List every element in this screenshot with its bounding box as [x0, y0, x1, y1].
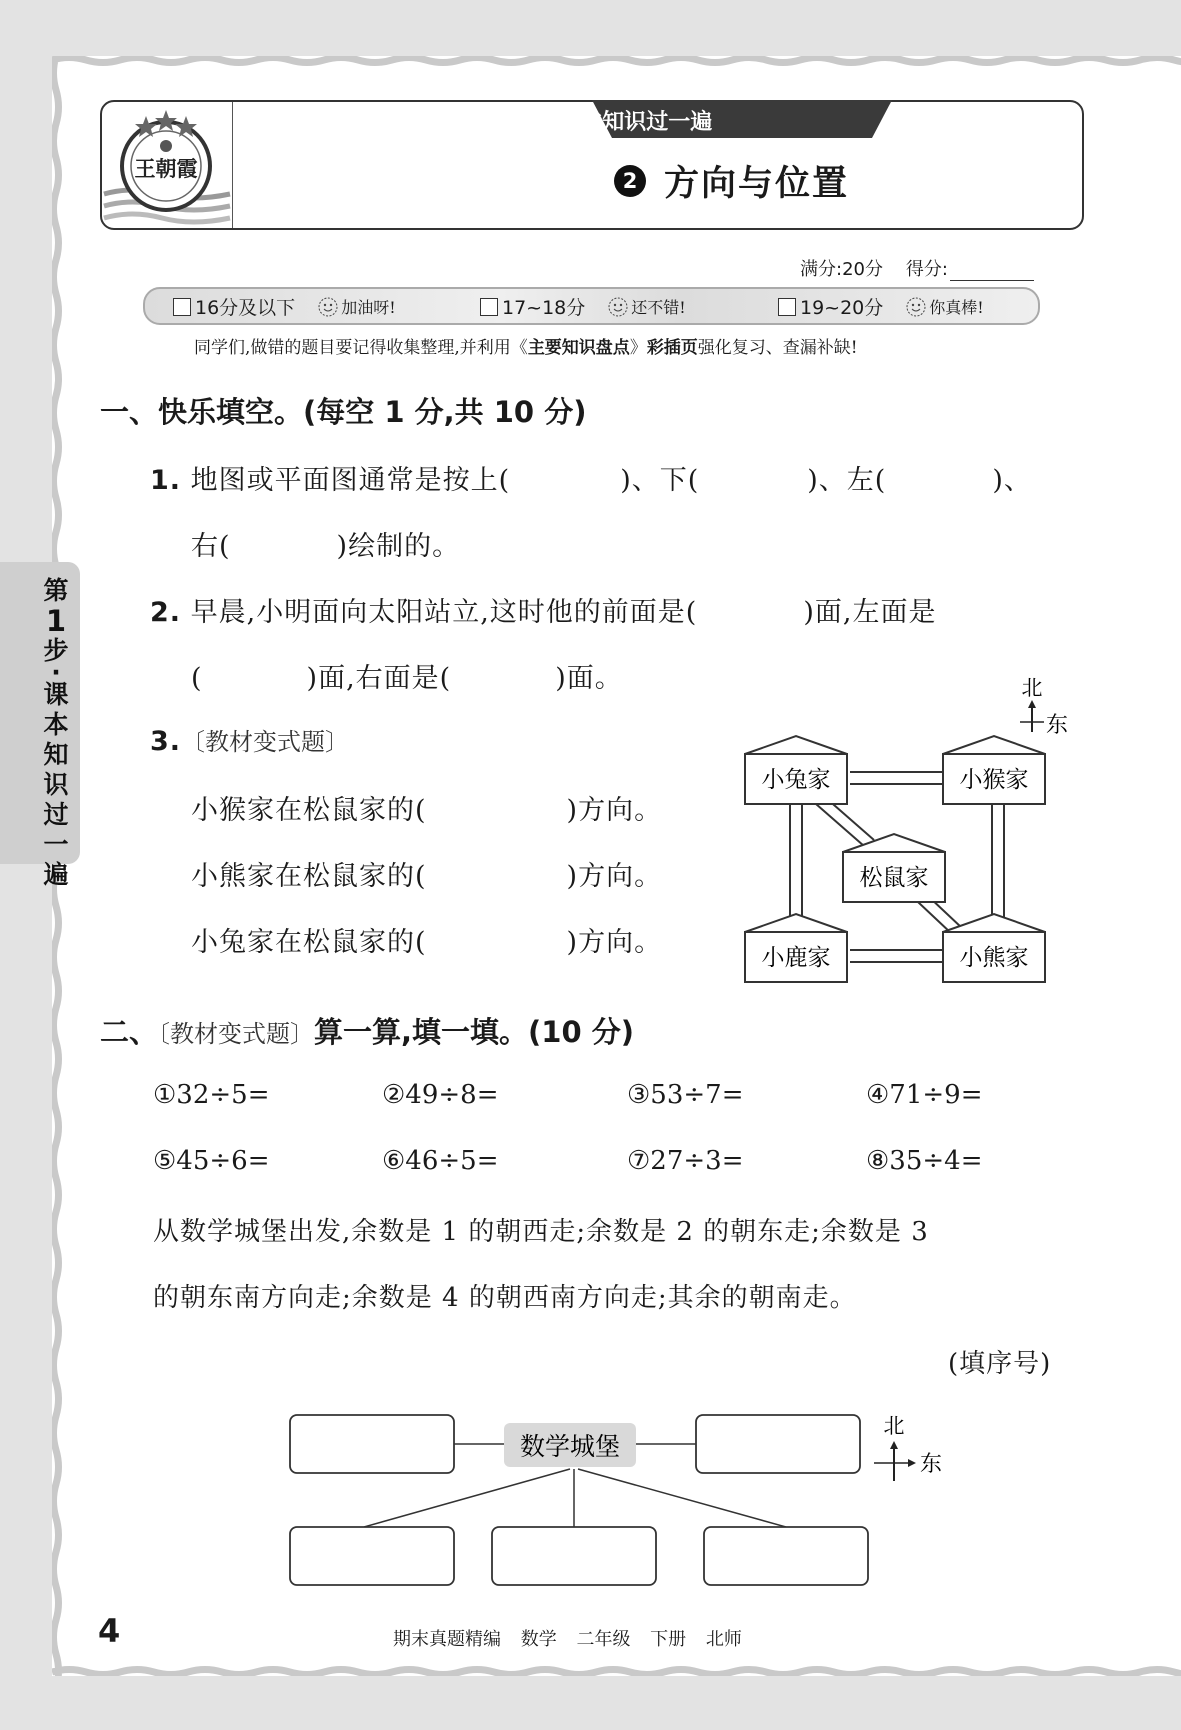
unit-number-badge: 2 — [614, 165, 646, 197]
textbook-variant-tag: 〔教材变式题〕 — [158, 1020, 315, 1048]
rule-text: 的朝东南方向走;余数是 4 的朝西南方向走;其余的朝南走。 — [153, 1283, 857, 1313]
rating-checkbox[interactable] — [778, 298, 796, 316]
southeast-answer-box[interactable] — [704, 1527, 868, 1585]
step-prefix: 第 — [471, 110, 494, 135]
house-label: 小熊家 — [959, 945, 1029, 971]
step-label — [102, 103, 1082, 139]
house-label: 小鹿家 — [761, 945, 831, 971]
question-2-line-1 — [150, 590, 936, 629]
tip-bold: 彩插页 — [646, 338, 698, 358]
question-text: 小猴家在松鼠家的( — [191, 795, 427, 826]
question-text: )面,右面是( — [306, 663, 452, 694]
question-text: 右( — [191, 531, 231, 562]
step-number: 1 — [493, 105, 513, 136]
house-squirrel — [843, 834, 945, 902]
east-answer-box[interactable] — [696, 1415, 860, 1473]
question-number: 2. — [150, 597, 182, 628]
question-text: )绘制的。 — [336, 531, 461, 562]
review-tip — [194, 333, 858, 358]
rating-item — [778, 293, 984, 320]
division-problem: ⑦27÷3= — [627, 1146, 744, 1176]
question-text: 地图或平面图通常是按上( — [190, 465, 511, 496]
rating-message: 你真棒! — [929, 298, 984, 317]
southwest-answer-box[interactable] — [290, 1527, 454, 1585]
question-text: )方向。 — [566, 795, 663, 826]
section-title-text: 算一算,填一填。(10 分) — [314, 1015, 634, 1049]
score-line — [800, 255, 1034, 281]
rating-range: 19~20分 — [800, 297, 884, 319]
house-monkey — [943, 736, 1045, 804]
division-problem: ⑥46÷5= — [382, 1146, 499, 1176]
house-label: 松鼠家 — [859, 865, 929, 891]
compass-east-label: 东 — [1046, 713, 1069, 738]
question-2-line-2 — [191, 656, 623, 695]
section-2-title — [100, 1010, 634, 1051]
rating-range: 16分及以下 — [195, 297, 296, 319]
side-char: 识 — [43, 770, 69, 799]
side-char: 知 — [43, 740, 69, 769]
tip-text: 强化复习、查漏补缺! — [697, 338, 858, 358]
side-char: 第 — [43, 576, 69, 605]
house-label: 小兔家 — [761, 767, 831, 793]
logo-text: 王朝霞 — [134, 156, 198, 181]
question-number: 3. — [150, 726, 182, 757]
tip-text: 》 — [629, 338, 647, 358]
rating-message: 还不错! — [631, 298, 686, 317]
full-score: 满分:20分 — [800, 259, 883, 280]
question-1-line-2 — [191, 524, 460, 563]
side-char: 1 — [45, 604, 67, 638]
footer-text: 期末真题精编 数学 二年级 下册 北师 — [393, 1629, 742, 1650]
side-tab — [0, 562, 80, 889]
house-rabbit — [745, 736, 847, 804]
division-problem: ①32÷5= — [153, 1080, 270, 1110]
house-deer — [745, 914, 847, 982]
face-icon — [317, 296, 339, 318]
compass-north-label: 北 — [883, 1414, 905, 1438]
page-number: 4 — [98, 1612, 121, 1650]
compass-east-label: 东 — [920, 1452, 943, 1477]
section-prefix: 二、 — [100, 1015, 159, 1049]
division-problem: ②49÷8= — [382, 1080, 499, 1110]
step-suffix: 步 · 课本知识过一遍 — [512, 110, 713, 135]
side-char: 遍 — [43, 860, 69, 889]
rating-bar — [143, 287, 1040, 325]
face-icon — [905, 296, 927, 318]
castle-direction-diagram — [280, 1405, 960, 1595]
compass-north-label: 北 — [1021, 676, 1043, 700]
division-problem: ④71÷9= — [866, 1080, 983, 1110]
fill-note: (填序号) — [948, 1349, 1052, 1379]
question-3-row — [191, 788, 662, 827]
south-answer-box[interactable] — [492, 1527, 656, 1585]
question-text: )方向。 — [566, 861, 663, 892]
rating-message: 加油呀! — [341, 298, 396, 317]
side-char: 步 — [43, 636, 69, 665]
question-3-row — [191, 920, 662, 959]
question-text: )面。 — [555, 663, 623, 694]
side-char: · — [51, 658, 61, 687]
question-text: 小兔家在松鼠家的( — [191, 927, 427, 958]
question-text: )方向。 — [566, 927, 663, 958]
score-blank[interactable] — [950, 280, 1034, 281]
face-icon — [607, 296, 629, 318]
question-text: )面,左面是 — [803, 597, 937, 628]
header-box — [100, 100, 1084, 230]
question-text: 小熊家在松鼠家的( — [191, 861, 427, 892]
side-char: 过 — [43, 800, 69, 829]
side-char: 本 — [43, 710, 69, 739]
side-char: 课 — [43, 680, 69, 709]
castle-label: 数学城堡 — [519, 1432, 621, 1461]
unit-title: 方向与位置 — [664, 164, 850, 204]
tip-bold: 主要知识盘点 — [527, 338, 630, 358]
side-char: 一 — [43, 830, 69, 859]
side-tab-text — [34, 576, 78, 890]
question-3-row — [191, 854, 662, 893]
tip-text: 同学们,做错的题目要记得收集整理,并利用《 — [194, 338, 528, 358]
question-number: 1. — [150, 465, 182, 496]
rating-checkbox[interactable] — [480, 298, 498, 316]
unit-title-row — [614, 154, 849, 208]
section-1-title: 一、快乐填空。(每空 1 分,共 10 分) — [100, 395, 587, 429]
animal-houses-map — [730, 670, 1070, 990]
score-label: 得分: — [905, 259, 948, 280]
division-problem: ⑧35÷4= — [866, 1146, 983, 1176]
compass — [1020, 676, 1068, 738]
question-1-line-1 — [150, 458, 1032, 497]
question-text: )、 — [992, 465, 1032, 496]
rule-text: 从数学城堡出发,余数是 1 的朝西走;余数是 2 的朝东走;余数是 3 — [153, 1217, 929, 1247]
rating-item — [480, 293, 686, 320]
division-problem: ③53÷7= — [627, 1080, 744, 1110]
question-text: )、下( — [620, 465, 700, 496]
rating-checkbox[interactable] — [173, 298, 191, 316]
rating-item — [173, 293, 396, 320]
question-3-header — [150, 722, 349, 757]
question-text: ( — [191, 663, 203, 694]
house-label: 小猴家 — [959, 767, 1029, 793]
rating-range: 17~18分 — [502, 297, 586, 319]
west-answer-box[interactable] — [290, 1415, 454, 1473]
compass — [874, 1414, 942, 1481]
question-text: )、左( — [807, 465, 887, 496]
textbook-variant-tag: 〔教材变式题〕 — [181, 728, 350, 756]
question-text: 早晨,小明面向太阳站立,这时他的前面是( — [190, 597, 698, 628]
division-problem: ⑤45÷6= — [153, 1146, 270, 1176]
